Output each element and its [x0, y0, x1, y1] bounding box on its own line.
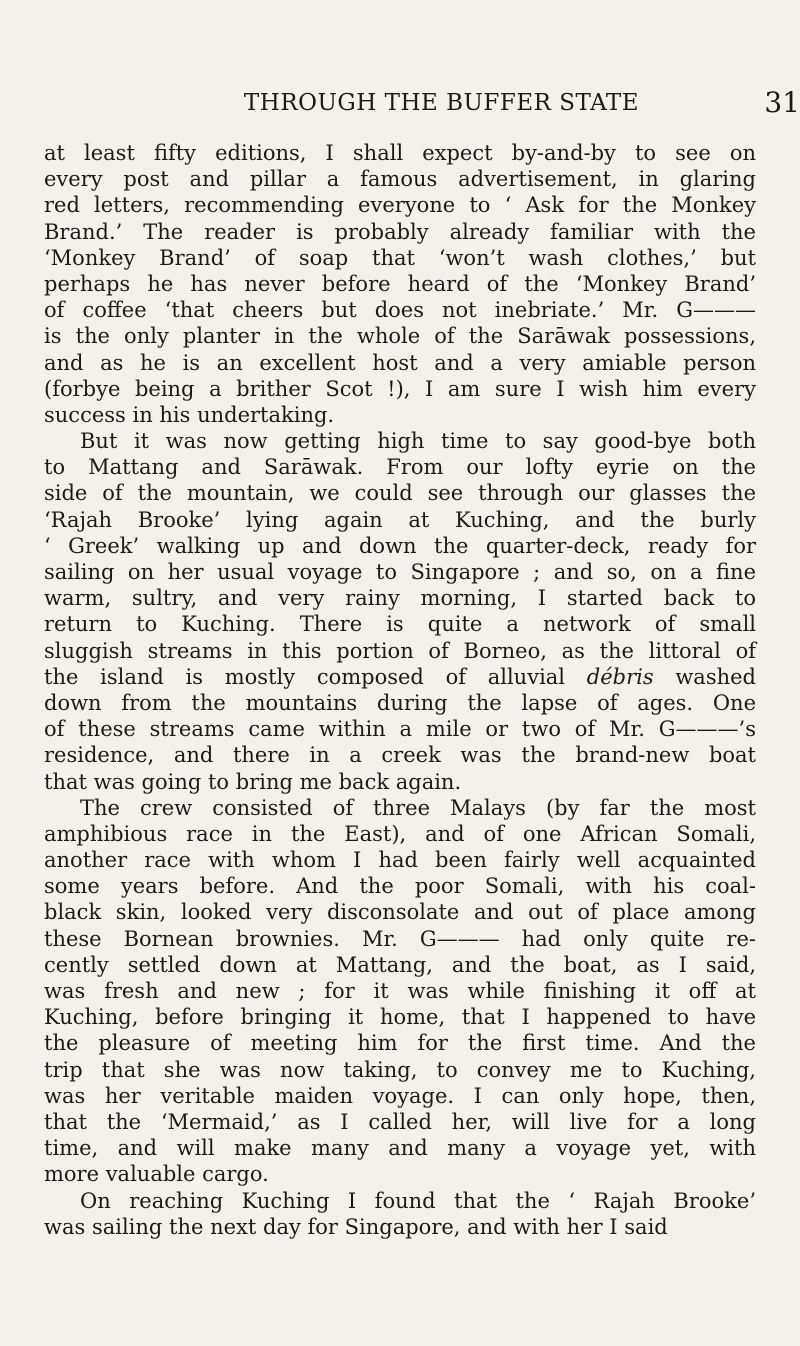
text-line: that the ‘Mermaid,’ as I called her, will live for a long: [44, 1109, 756, 1134]
text-line: the island is mostly composed of alluvial débris washed: [44, 664, 756, 689]
text-line: On reaching Kuching I found that the ‘ Rajah Brooke’: [80, 1188, 756, 1213]
text-line: residence, and there in a creek was the brand-new boat: [44, 743, 756, 768]
text-line: trip that she was now taking, to convey me to Kuching,: [44, 1057, 756, 1082]
text-line: and as he is an excellent host and a very amiable person: [44, 350, 756, 375]
italic-word: débris: [586, 664, 654, 689]
text-line: of coffee ‘that cheers but does not inebriate.’ Mr. G———: [44, 298, 756, 323]
text-line: perhaps he has never before heard of the ‘Monkey Brand’: [44, 271, 756, 296]
text-line: to Mattang and Sarāwak. From our lofty eyrie on the: [44, 455, 756, 480]
text-line: (forbye being a brither Scot !), I am sure I wish him every: [44, 376, 756, 401]
text-line: more valuable cargo.: [44, 1162, 269, 1187]
text-line: The crew consisted of three Malays (by far the most: [80, 795, 756, 820]
text-line: that was going to bring me back again.: [44, 769, 462, 794]
text-line: is the only planter in the whole of the Sarāwak possessions,: [44, 324, 756, 349]
text-line: But it was now getting high time to say good-bye both: [80, 429, 756, 454]
text-line: warm, sultry, and very rainy morning, I started back to: [44, 586, 756, 611]
text-line: ‘Rajah Brooke’ lying again at Kuching, and the burly: [44, 507, 756, 532]
text-line: amphibious race in the East), and of one African Somali,: [44, 821, 756, 846]
text-line: sailing on her usual voyage to Singapore ; and so, on a fine: [44, 560, 756, 584]
text-line: at least fifty editions, I shall expect by-and-by to see on: [44, 141, 756, 165]
text-line: another race with whom I had been fairly well acquainted: [44, 848, 756, 873]
text-line: time, and will make many and many a voyage yet, with: [44, 1136, 756, 1161]
running-title: THROUGH THE BUFFER STATE: [243, 90, 640, 116]
body-text: [44, 140, 756, 1240]
text-line: the pleasure of meeting him for the first time. And the: [44, 1031, 756, 1056]
text-line: down from the mountains during the lapse of ages. One: [44, 690, 756, 715]
text-line: Kuching, before bringing it home, that I happened to have: [44, 1005, 756, 1030]
text-line: was sailing the next day for Singapore, and with her I said: [44, 1214, 668, 1239]
text-line: sluggish streams in this portion of Borneo, as the littoral of: [44, 638, 756, 663]
text-line: return to Kuching. There is quite a network of small: [44, 612, 756, 637]
text-line: some years before. And the poor Somali, with his coal-: [44, 874, 756, 899]
text-line: success in his undertaking.: [44, 402, 335, 427]
text-line: was her veritable maiden voyage. I can only hope, then,: [44, 1083, 756, 1108]
text-line: these Bornean brownies. Mr. G——— had only quite re-: [44, 926, 756, 951]
text-line: black skin, looked very disconsolate and out of place among: [44, 900, 756, 925]
text-line: red letters, recommending everyone to ‘ Ask for the Monkey: [44, 193, 756, 218]
text-line: of these streams came within a mile or two of Mr. G———’s: [44, 717, 756, 742]
text-line: ‘Monkey Brand’ of soap that ‘won’t wash clothes,’ but: [44, 245, 756, 270]
text-line: ‘ Greek’ walking up and down the quarter-deck, ready for: [44, 533, 756, 558]
page-number: 31: [764, 86, 800, 119]
text-line: every post and pillar a famous advertisement, in glaring: [44, 167, 756, 192]
text-line: side of the mountain, we could see through our glasses the: [44, 481, 756, 506]
text-line: was fresh and new ; for it was while finishing it off at: [44, 979, 756, 1003]
text-line: Brand.’ The reader is probably already familiar with the: [44, 219, 756, 244]
text-line: cently settled down at Mattang, and the boat, as I said,: [44, 952, 756, 977]
